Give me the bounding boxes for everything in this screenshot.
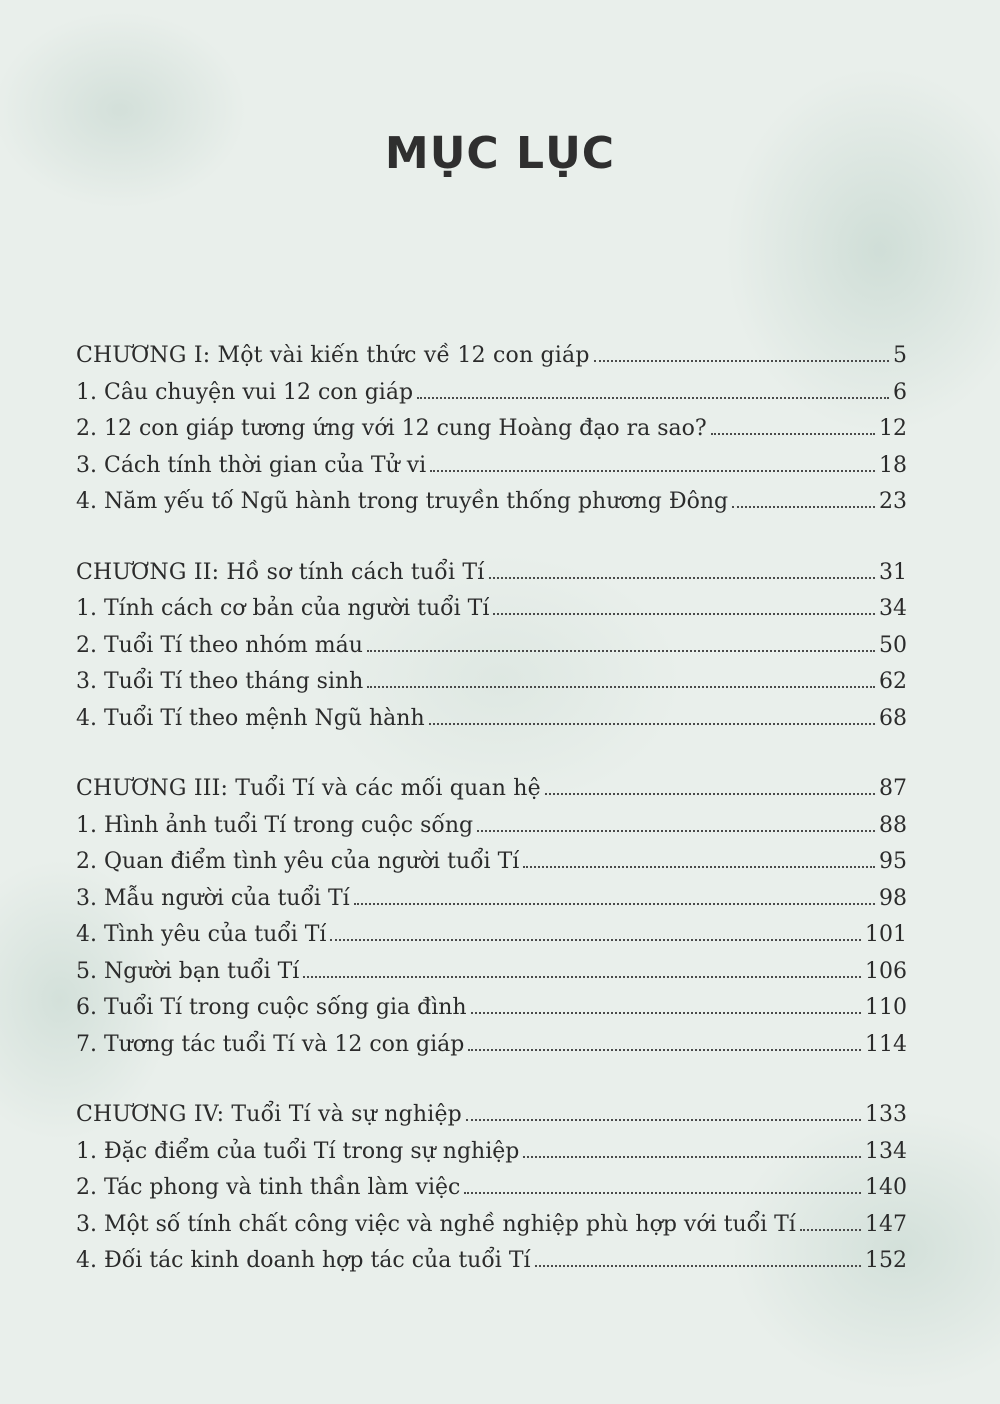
dot-leader xyxy=(354,903,875,905)
dot-leader xyxy=(429,723,875,725)
dot-leader xyxy=(523,1156,861,1158)
chapter-title: CHƯƠNG III: Tuổi Tí và các mối quan hệ xyxy=(76,776,541,801)
page-number: 5 xyxy=(893,343,907,368)
dot-leader xyxy=(430,470,875,472)
dot-leader xyxy=(800,1229,861,1231)
toc-section xyxy=(76,555,907,738)
toc-entry xyxy=(76,591,907,628)
page-number: 114 xyxy=(865,1031,907,1057)
entry-title: 4. Năm yếu tố Ngũ hành trong truyền thống phương Đông xyxy=(76,489,729,514)
page-title: MỤC LỤC xyxy=(384,128,616,179)
toc-entry xyxy=(76,701,907,738)
entry-title: 2. Tuổi Tí theo nhóm máu xyxy=(76,632,363,658)
toc-entry xyxy=(76,484,907,521)
entry-title: 2. Tác phong và tinh thần làm việc xyxy=(76,1175,461,1200)
dot-leader xyxy=(545,793,875,795)
dot-leader xyxy=(417,397,889,399)
dot-leader xyxy=(489,577,875,579)
toc-chapter-entry xyxy=(76,771,907,808)
dot-leader xyxy=(732,506,875,508)
toc-chapter-entry xyxy=(76,1097,907,1134)
chapter-title: CHƯƠNG IV: Tuổi Tí và sự nghiệp xyxy=(76,1102,462,1127)
entry-title: 3. Mẫu người của tuổi Tí xyxy=(76,885,350,911)
toc-entry xyxy=(76,1170,907,1207)
toc-entry xyxy=(76,954,907,991)
toc-entry xyxy=(76,1134,907,1171)
page-number: 62 xyxy=(879,669,907,694)
page-number: 95 xyxy=(879,849,907,874)
dot-leader xyxy=(303,976,861,978)
toc-section xyxy=(76,338,907,521)
toc-entry xyxy=(76,990,907,1027)
toc-entry xyxy=(76,448,907,485)
page-number: 110 xyxy=(865,995,907,1020)
page-number: 34 xyxy=(879,596,907,621)
toc-section xyxy=(76,771,907,1063)
page-number: 133 xyxy=(865,1102,907,1127)
dot-leader xyxy=(330,939,861,941)
page-number: 140 xyxy=(865,1175,907,1200)
toc-chapter-entry xyxy=(76,338,907,375)
toc-entry xyxy=(76,917,907,954)
page-number: 12 xyxy=(879,416,907,441)
dot-leader xyxy=(493,613,875,615)
toc-section xyxy=(76,1097,907,1280)
entry-title: 3. Tuổi Tí theo tháng sinh xyxy=(76,669,364,694)
dot-leader xyxy=(594,360,889,362)
dot-leader xyxy=(711,433,875,435)
dot-leader xyxy=(466,1119,861,1121)
chapter-title: CHƯƠNG I: Một vài kiến thức về 12 con giáp xyxy=(76,343,590,368)
page-number: 50 xyxy=(879,632,907,658)
table-of-contents xyxy=(76,338,907,1314)
entry-title: 4. Tuổi Tí theo mệnh Ngũ hành xyxy=(76,705,425,731)
chapter-title: CHƯƠNG II: Hồ sơ tính cách tuổi Tí xyxy=(76,559,485,585)
page-number: 106 xyxy=(865,958,907,984)
toc-entry xyxy=(76,808,907,845)
toc-entry xyxy=(76,664,907,701)
dot-leader xyxy=(464,1192,861,1194)
entry-title: 4. Tình yêu của tuổi Tí xyxy=(76,922,327,947)
dot-leader xyxy=(367,686,875,688)
entry-title: 3. Cách tính thời gian của Tử vi xyxy=(76,452,427,478)
entry-title: 6. Tuổi Tí trong cuộc sống gia đình xyxy=(76,995,467,1020)
dot-leader xyxy=(523,866,875,868)
toc-entry xyxy=(76,1243,907,1280)
page-number: 147 xyxy=(865,1211,907,1237)
entry-title: 1. Tính cách cơ bản của người tuổi Tí xyxy=(76,596,490,621)
toc-entry xyxy=(76,1027,907,1064)
entry-title: 5. Người bạn tuổi Tí xyxy=(76,958,300,984)
toc-entry xyxy=(76,628,907,665)
page-number: 152 xyxy=(865,1248,907,1273)
entry-title: 3. Một số tính chất công việc và nghề nghiệp phù hợp với tuổi Tí xyxy=(76,1211,796,1237)
entry-title: 2. 12 con giáp tương ứng với 12 cung Hoàng đạo ra sao? xyxy=(76,416,707,441)
toc-entry xyxy=(76,375,907,412)
page-number: 6 xyxy=(893,379,907,405)
entry-title: 7. Tương tác tuổi Tí và 12 con giáp xyxy=(76,1031,465,1057)
dot-leader xyxy=(477,830,875,832)
entry-title: 4. Đối tác kinh doanh hợp tác của tuổi Tí xyxy=(76,1248,531,1273)
toc-entry xyxy=(76,844,907,881)
dot-leader xyxy=(367,650,875,652)
page-number: 101 xyxy=(865,922,907,947)
toc-entry xyxy=(76,1207,907,1244)
entry-title: 1. Đặc điểm của tuổi Tí trong sự nghiệp xyxy=(76,1138,520,1164)
dot-leader xyxy=(535,1265,861,1267)
toc-entry xyxy=(76,881,907,918)
page-number: 31 xyxy=(879,559,907,585)
toc-chapter-entry xyxy=(76,555,907,592)
entry-title: 1. Hình ảnh tuổi Tí trong cuộc sống xyxy=(76,812,474,838)
page-number: 87 xyxy=(879,776,907,801)
toc-entry xyxy=(76,411,907,448)
entry-title: 1. Câu chuyện vui 12 con giáp xyxy=(76,379,414,405)
page-number: 98 xyxy=(879,885,907,911)
page-number: 18 xyxy=(879,452,907,478)
dot-leader xyxy=(468,1049,861,1051)
dot-leader xyxy=(471,1012,861,1014)
page-number: 23 xyxy=(879,489,907,514)
entry-title: 2. Quan điểm tình yêu của người tuổi Tí xyxy=(76,849,520,874)
page-number: 68 xyxy=(879,705,907,731)
page-number: 88 xyxy=(879,812,907,838)
page-number: 134 xyxy=(865,1138,907,1164)
